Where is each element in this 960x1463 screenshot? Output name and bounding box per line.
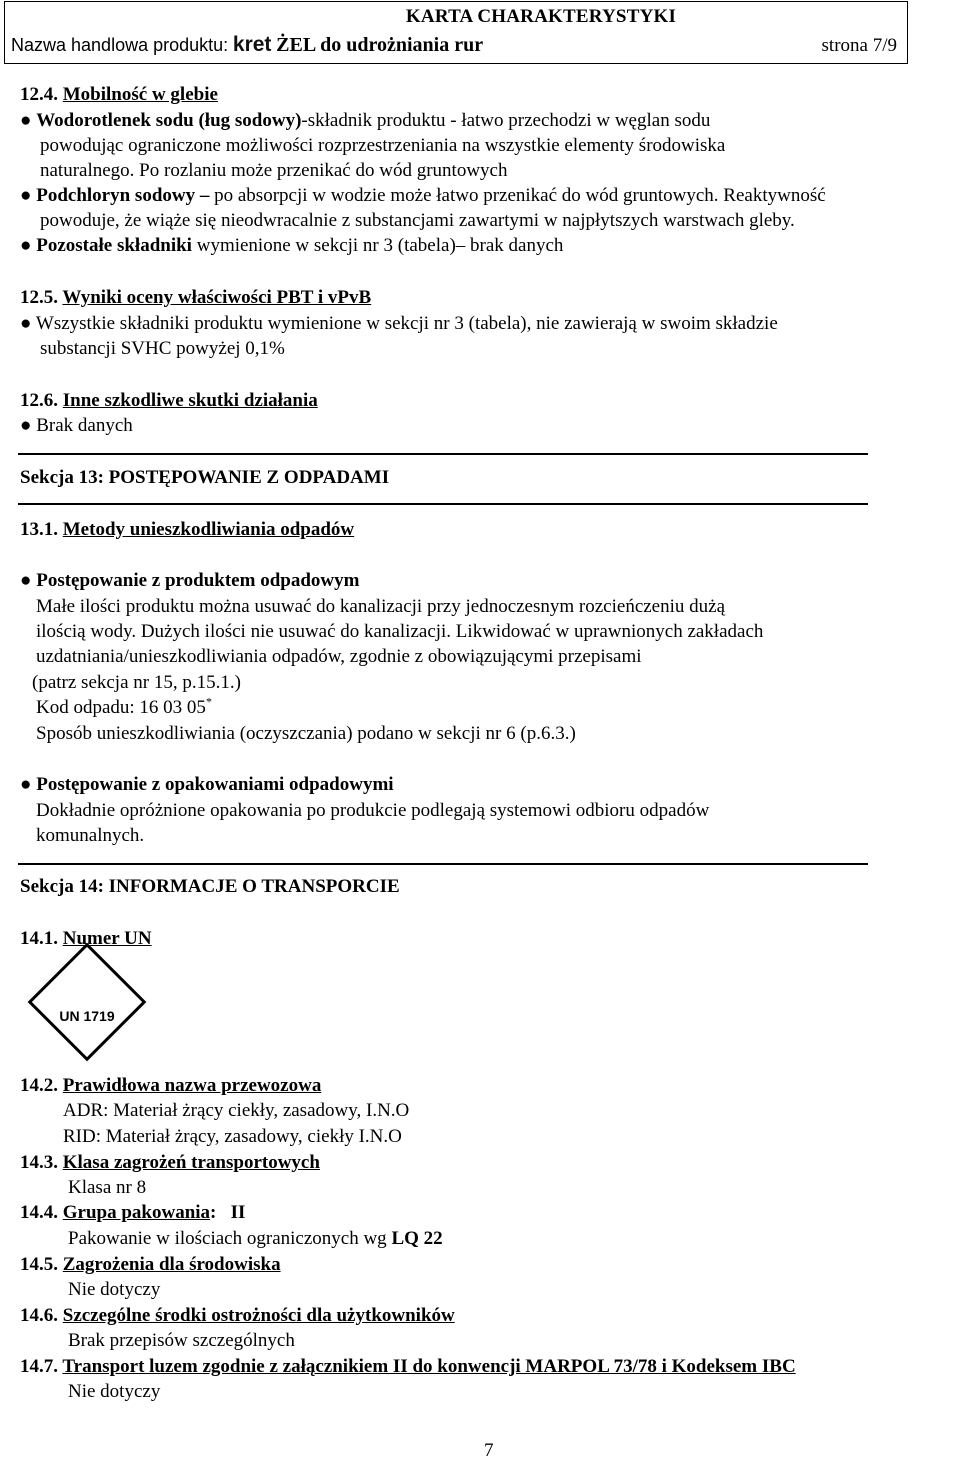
- header-title: KARTA CHARAKTERYSTYKI: [405, 6, 677, 27]
- text-line: (patrz sekcja nr 15, p.15.1.): [32, 672, 241, 693]
- text-line: ADR: Materiał żrący ciekły, zasadowy, I.N.O: [63, 1100, 410, 1121]
- text-line: komunalnych.: [36, 825, 145, 846]
- section-divider: [18, 863, 868, 865]
- section-13-heading: Sekcja 13: POSTĘPOWANIE Z ODPADAMI: [20, 467, 390, 488]
- text-line: Dokładnie opróżnione opakowania po produkcie podlegają systemowi odbioru odpadów: [36, 800, 710, 821]
- section-divider: [18, 453, 868, 455]
- section-14-1-heading: 14.1. Numer UN: [20, 928, 152, 949]
- section-12-4-heading: 12.4. Mobilność w glebie: [20, 84, 218, 105]
- bullet-icon: ●: [20, 415, 32, 436]
- un-number-label: UN 1719: [59, 1008, 115, 1024]
- text-line: powoduje, że wiąże się nieodwracalnie z substancjami zawartymi w najpłytszych warstwach gleby.: [40, 210, 795, 231]
- section-14-3-heading: 14.3. Klasa zagrożeń transportowych: [20, 1152, 320, 1173]
- waste-code-line: Kod odpadu: 16 03 05*: [36, 694, 212, 718]
- page-indicator: strona 7/9: [821, 35, 897, 56]
- product-name-label: Nazwa handlowa produktu:: [11, 35, 229, 55]
- section-divider: [18, 503, 868, 505]
- text-line: Brak przepisów szczególnych: [68, 1330, 295, 1351]
- text-line: naturalnego. Po rozlaniu może przenikać do wód gruntowych: [40, 160, 508, 181]
- text-line: ilością wody. Dużych ilości nie usuwać do kanalizacji. Likwidować w uprawnionych zakładach: [36, 621, 764, 642]
- section-14-6-heading: 14.6. Szczególne środki ostrożności dla użytkowników: [20, 1305, 455, 1326]
- list-item: ● Wodorotlenek sodu (ług sodowy)-składnik produktu - łatwo przechodzi w węglan sodu: [20, 110, 711, 131]
- section-14-5-heading: 14.5. Zagrożenia dla środowiska: [20, 1254, 281, 1275]
- section-14-4-heading: 14.4. Grupa pakowania: II: [20, 1202, 246, 1223]
- product-name: ŻEL do udrożniania rur: [276, 34, 484, 56]
- list-item: ● Podchloryn sodowy – po absorpcji w wodzie może łatwo przenikać do wód gruntowych. Reaktywność: [20, 185, 826, 206]
- section-12-6-heading: 12.6. Inne szkodliwe skutki działania: [20, 390, 318, 411]
- text-line: Pakowanie w ilościach ograniczonych wg LQ 22: [68, 1228, 443, 1249]
- text-line: powodując ograniczone możliwości rozprzestrzeniania na wszystkie elementy środowiska: [40, 135, 726, 156]
- product-brand: kret: [232, 33, 272, 56]
- text-line: substancji SVHC powyżej 0,1%: [40, 338, 285, 359]
- section-14-heading: Sekcja 14: INFORMACJE O TRANSPORCIE: [20, 876, 400, 897]
- section-12-5-heading: 12.5. Wyniki oceny właściwości PBT i vPvB: [20, 287, 372, 308]
- text-line: Nie dotyczy: [68, 1279, 161, 1300]
- section-13-1-heading: 13.1. Metody unieszkodliwiania odpadów: [20, 519, 355, 540]
- bullet-icon: ●: [20, 110, 32, 131]
- text-line: Nie dotyczy: [68, 1381, 161, 1402]
- text-line: Małe ilości produktu można usuwać do kanalizacji przy jednoczesnym rozcieńczeniu dużą: [36, 596, 726, 617]
- list-item: ● Postępowanie z produktem odpadowym: [20, 570, 360, 591]
- product-name-line: [11, 32, 483, 58]
- bullet-icon: ●: [20, 774, 32, 795]
- un-diamond-icon: [28, 943, 147, 1062]
- text-line: uzdatniania/unieszkodliwiania odpadów, zgodnie z obowiązującymi przepisami: [36, 646, 642, 667]
- list-item: ● Pozostałe składniki wymienione w sekcji nr 3 (tabela)– brak danych: [20, 235, 564, 256]
- page-number: 7: [484, 1440, 494, 1461]
- section-14-2-heading: 14.2. Prawidłowa nazwa przewozowa: [20, 1075, 322, 1096]
- bullet-icon: ●: [20, 570, 32, 591]
- text-line: Klasa nr 8: [68, 1177, 147, 1198]
- bullet-icon: ●: [20, 313, 32, 334]
- section-14-7-heading: 14.7. Transport luzem zgodnie z załącznikiem II do konwencji MARPOL 73/78 i Kodeksem IBC: [20, 1356, 796, 1377]
- text-line: Sposób unieszkodliwiania (oczyszczania) podano w sekcji nr 6 (p.6.3.): [36, 723, 576, 744]
- list-item: ● Wszystkie składniki produktu wymienione w sekcji nr 3 (tabela), nie zawierają w swoim składzie: [20, 313, 778, 334]
- list-item: ● Postępowanie z opakowaniami odpadowymi: [20, 774, 394, 795]
- text-line: RID: Materiał żrący, zasadowy, ciekły I.N.O: [63, 1126, 402, 1147]
- bullet-icon: ●: [20, 185, 32, 206]
- bullet-icon: ●: [20, 235, 32, 256]
- document-header: [4, 1, 908, 64]
- list-item: ● Brak danych: [20, 415, 133, 436]
